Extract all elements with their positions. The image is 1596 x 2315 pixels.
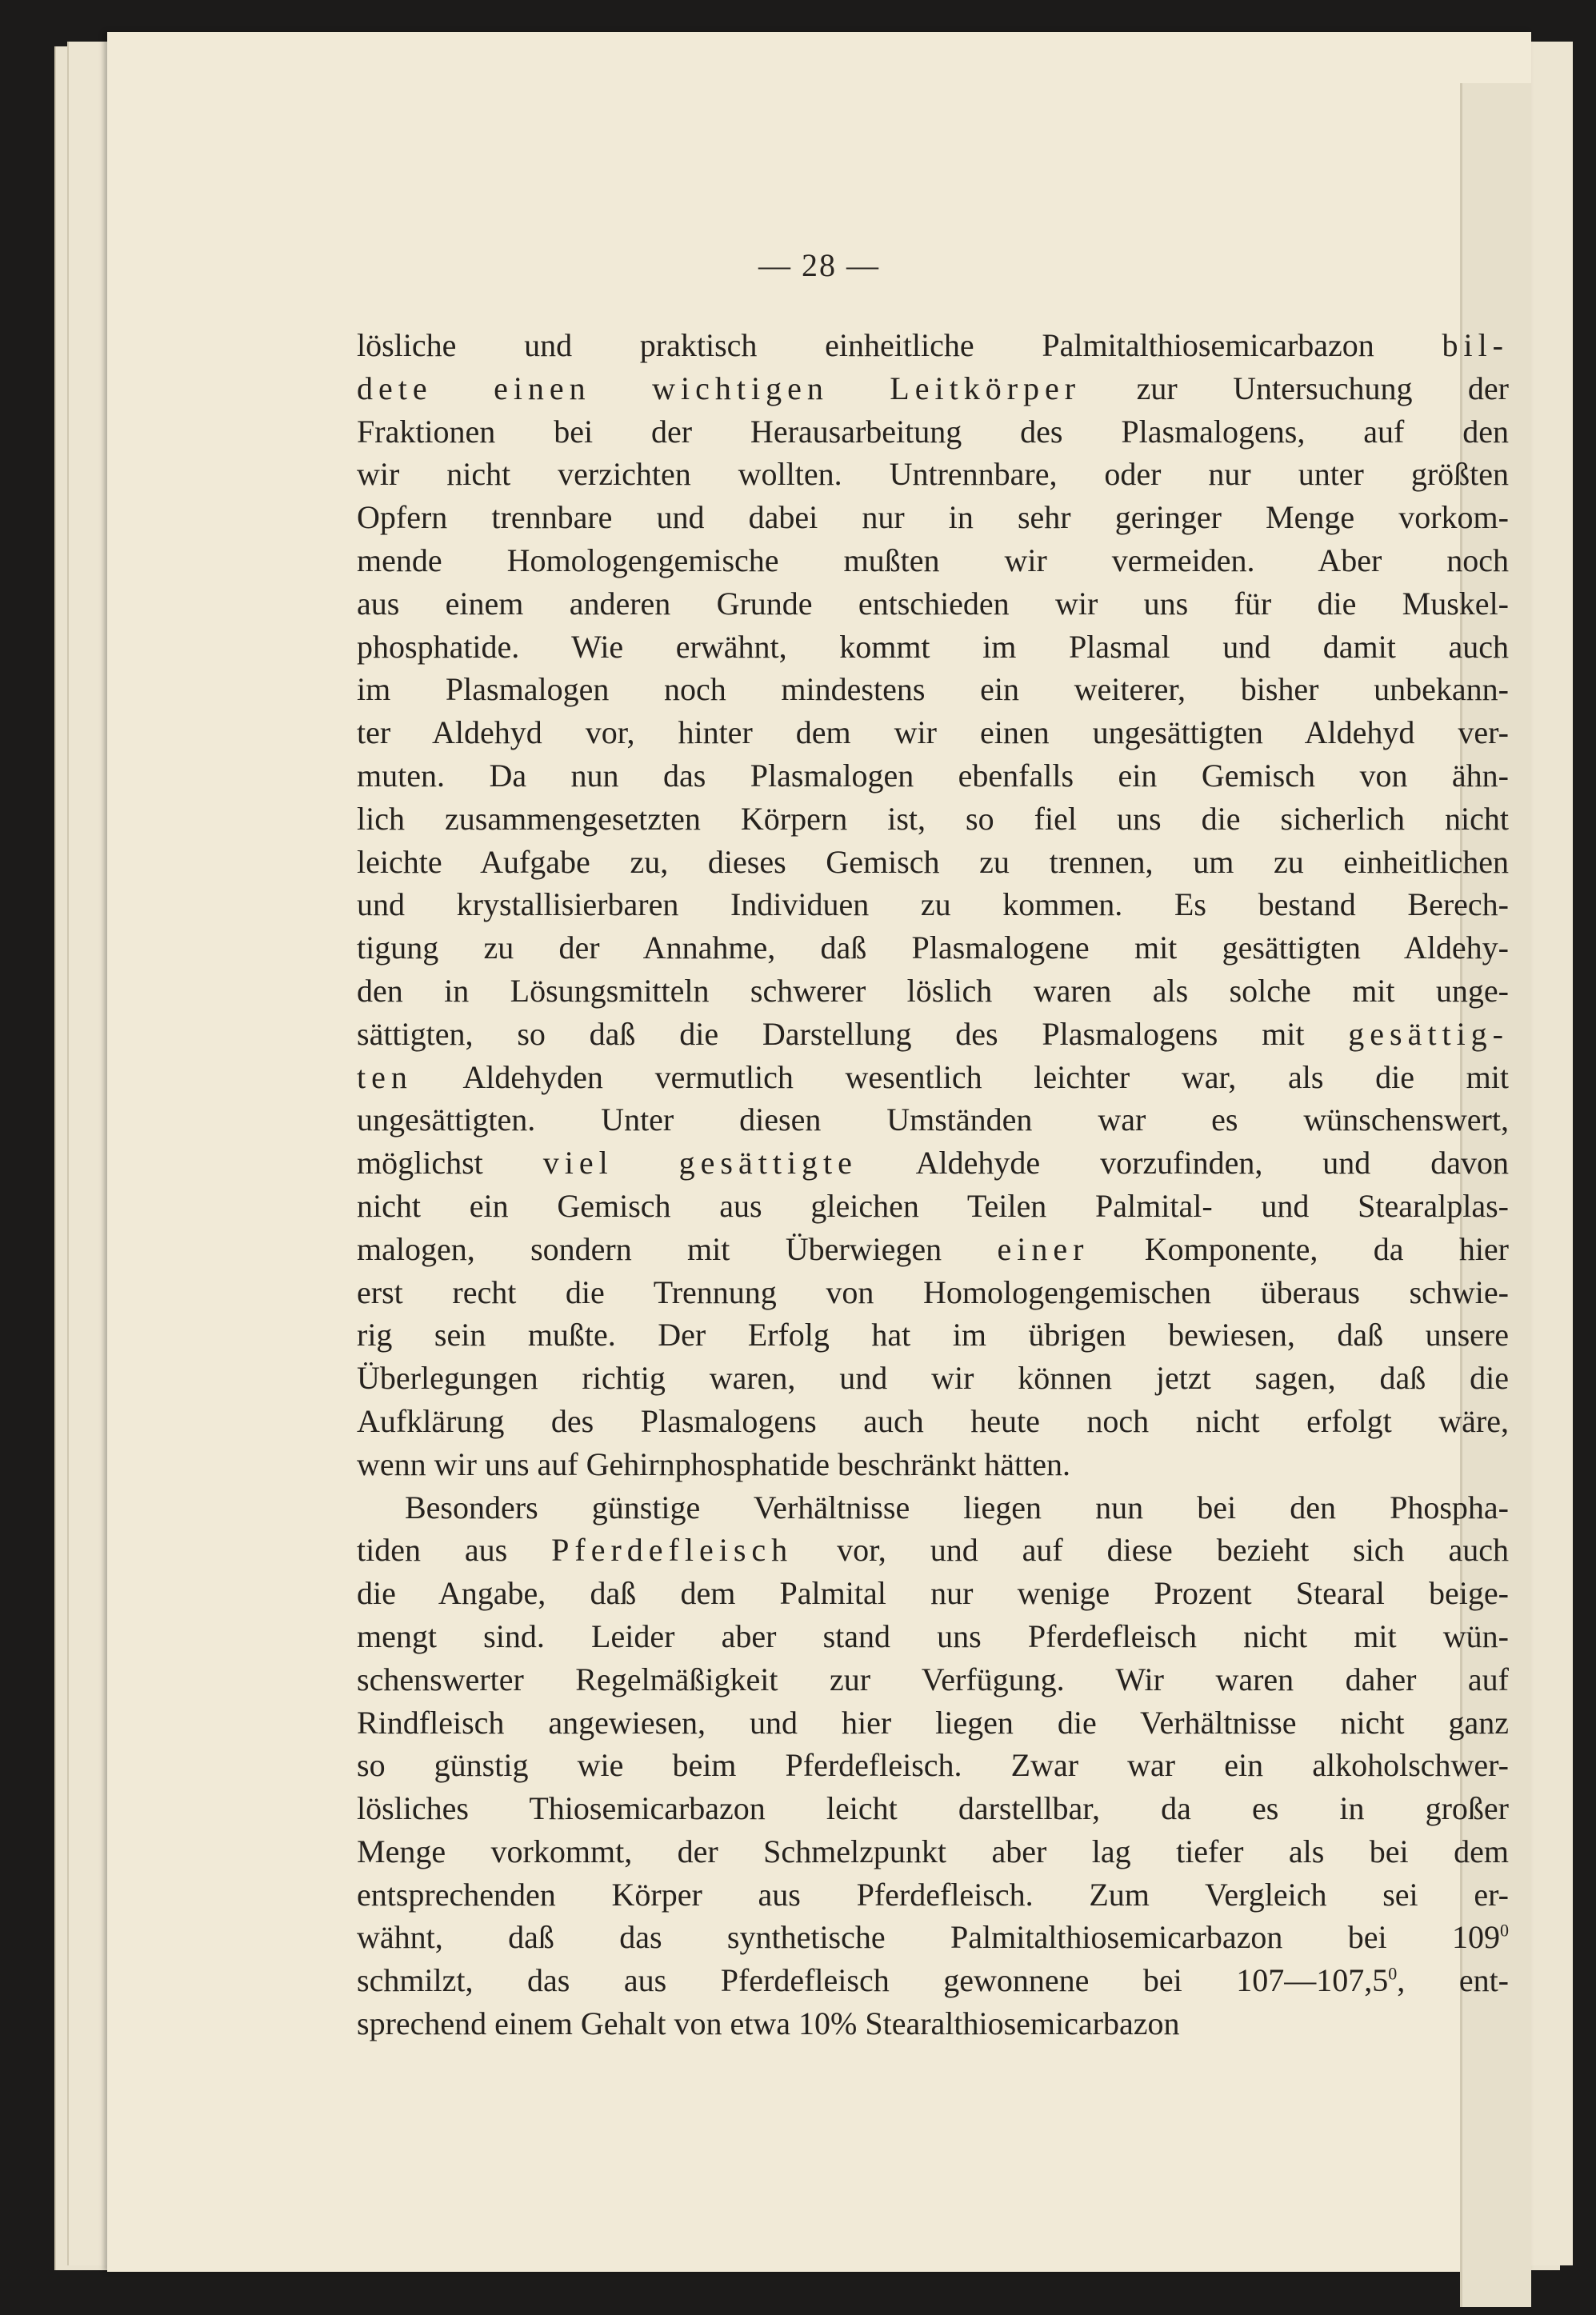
text-segment: leichte Aufgabe zu, dieses Gemisch zu trennen, um zu einheitlichen <box>357 843 1509 880</box>
text-segment: möglichst <box>357 1145 543 1181</box>
text-line <box>357 754 1509 798</box>
text-line <box>357 668 1509 711</box>
text-segment: wähnt, daß das synthetische Palmitalthiosemicarbazon bei 109 <box>357 1919 1500 1956</box>
text-segment: muten. Da nun das Plasmalogen ebenfalls ein Gemisch von ähn- <box>357 757 1509 794</box>
text-segment: wir nicht verzichten wollten. Untrennbare, oder nur unter größten <box>357 456 1509 493</box>
text-segment: den in Lösungsmitteln schwerer löslich waren als solche mit unge- <box>357 972 1509 1009</box>
text-line <box>357 926 1509 970</box>
text-segment: Aufklärung des Plasmalogens auch heute noch nicht erfolgt wäre, <box>357 1402 1509 1439</box>
text-segment: Besonders günstige Verhältnisse liegen nun bei den Phospha- <box>405 1489 1509 1525</box>
text-segment: ungesättigten. Unter diesen Umständen war es wünschenswert, <box>357 1102 1509 1138</box>
spaced-emphasis: Pferdefleisch <box>551 1532 794 1569</box>
text-segment: Opfern trennbare und dabei nur in sehr geringer Menge vorkom- <box>357 499 1509 536</box>
spaced-emphasis: viel gesättigte <box>542 1145 858 1181</box>
text-segment: sprechend einem Gehalt von etwa 10% Stearalthiosemicarbazon <box>357 2005 1180 2042</box>
text-segment: Komponente, da hier <box>1089 1230 1509 1267</box>
text-line <box>357 1357 1509 1400</box>
text-line <box>357 1658 1509 1701</box>
text-segment: sättigten, so daß die Darstellung des Plasmalogens mit <box>357 1015 1349 1052</box>
text-line <box>357 410 1509 454</box>
text-line <box>357 582 1509 626</box>
text-line <box>357 1486 1509 1529</box>
text-line <box>357 453 1509 496</box>
text-segment: entsprechenden Körper aus Pferdefleisch. Zum Vergleich sei er- <box>357 1876 1509 1913</box>
text-segment: tiden aus <box>357 1532 552 1569</box>
text-line <box>357 1142 1509 1185</box>
text-line <box>357 2002 1509 2045</box>
text-line <box>357 1615 1509 1658</box>
spaced-emphasis: bil- <box>1442 327 1509 363</box>
text-segment: schmilzt, das aus Pferdefleisch gewonnene bei 107—107,5 <box>357 1962 1389 1999</box>
text-line <box>357 1529 1509 1572</box>
text-line <box>357 1185 1509 1228</box>
text-segment: die Angabe, daß dem Palmital nur wenige Prozent Stearal beige- <box>357 1575 1509 1612</box>
text-segment: mengt sind. Leider aber stand uns Pferdefleisch nicht mit wün- <box>357 1617 1509 1654</box>
text-segment: so günstig wie beim Pferdefleisch. Zwar war ein alkoholschwer- <box>357 1747 1509 1784</box>
spaced-emphasis: dete einen wichtigen Leitkörper <box>357 370 1082 406</box>
text-segment: lösliches Thiosemicarbazon leicht darstellbar, da es in großer <box>357 1790 1509 1827</box>
text-line <box>357 496 1509 539</box>
text-line <box>357 1400 1509 1443</box>
spaced-emphasis: ten <box>357 1058 413 1095</box>
body-text <box>357 324 1509 2045</box>
text-segment: lich zusammengesetzten Körpern ist, so fiel uns die sicherlich nicht <box>357 800 1509 837</box>
text-line <box>357 1313 1509 1357</box>
text-segment: Überlegungen richtig waren, und wir können jetzt sagen, daß die <box>357 1360 1509 1397</box>
text-segment: ter Aldehyd vor, hinter dem wir einen ungesättigten Aldehyd ver- <box>357 714 1509 751</box>
text-line <box>357 1873 1509 1917</box>
text-line <box>357 1056 1509 1099</box>
text-line <box>357 841 1509 884</box>
text-segment: im Plasmalogen noch mindestens ein weiterer, bisher unbekann- <box>357 671 1509 708</box>
text-line <box>357 1744 1509 1787</box>
degree-superscript: 0 <box>1500 1921 1509 1941</box>
spaced-emphasis: einer <box>997 1230 1090 1267</box>
text-segment: und krystallisierbaren Individuen zu kommen. Es bestand Berech- <box>357 886 1509 923</box>
text-segment: lösliche und praktisch einheitliche Palmitalthiosemicarbazon <box>357 327 1442 363</box>
text-segment: aus einem anderen Grunde entschieden wir uns für die Muskel- <box>357 585 1509 622</box>
text-segment: zur Untersuchung der <box>1081 370 1509 406</box>
text-line <box>357 626 1509 669</box>
text-segment: malogen, sondern mit Überwiegen <box>357 1230 998 1267</box>
text-segment: phosphatide. Wie erwähnt, kommt im Plasmal und damit auch <box>357 628 1509 665</box>
text-segment: tigung zu der Annahme, daß Plasmalogene mit gesättigten Aldehy- <box>357 930 1509 966</box>
spaced-emphasis: gesättig- <box>1348 1015 1509 1052</box>
text-segment: vor, und auf diese bezieht sich auch <box>793 1532 1509 1569</box>
text-line <box>357 539 1509 582</box>
text-line <box>357 1271 1509 1314</box>
text-segment: mende Homologengemische mußten wir vermeiden. Aber noch <box>357 542 1509 578</box>
text-segment: , ent- <box>1397 1962 1509 1999</box>
book-page <box>107 32 1531 2272</box>
text-segment: wenn wir uns auf Gehirnphosphatide beschränkt hätten. <box>357 1445 1070 1482</box>
text-line <box>357 1787 1509 1830</box>
text-line <box>357 711 1509 754</box>
text-line <box>357 1572 1509 1615</box>
degree-superscript: 0 <box>1388 1963 1398 1984</box>
text-line <box>357 1959 1509 2002</box>
text-line <box>357 970 1509 1013</box>
text-line <box>357 1443 1509 1486</box>
text-line <box>357 1830 1509 1873</box>
text-line <box>357 883 1509 926</box>
text-line <box>357 1228 1509 1271</box>
text-line <box>357 1098 1509 1142</box>
text-line <box>357 367 1509 410</box>
page-number: — 28 — <box>758 247 880 283</box>
text-segment: erst recht die Trennung von Homologengemischen überaus schwie- <box>357 1273 1509 1310</box>
text-segment: schenswerter Regelmäßigkeit zur Verfügung. Wir waren daher auf <box>357 1661 1509 1697</box>
text-line <box>357 798 1509 841</box>
text-segment: Fraktionen bei der Herausarbeitung des Plasmalogens, auf den <box>357 413 1509 450</box>
text-line <box>357 1013 1509 1056</box>
text-segment: Rindfleisch angewiesen, und hier liegen die Verhältnisse nicht ganz <box>357 1704 1509 1741</box>
text-segment: Aldehyde vorzufinden, und davon <box>857 1145 1509 1181</box>
text-segment: nicht ein Gemisch aus gleichen Teilen Palmital- und Stearalplas- <box>357 1187 1509 1224</box>
text-line <box>357 324 1509 367</box>
text-segment: Aldehyden vermutlich wesentlich leichter war, als die mit <box>412 1058 1509 1095</box>
text-segment: rig sein mußte. Der Erfolg hat im übrigen bewiesen, daß unsere <box>357 1317 1509 1353</box>
text-line <box>357 1916 1509 1959</box>
text-line <box>357 1701 1509 1745</box>
text-segment: Menge vorkommt, der Schmelzpunkt aber lag tiefer als bei dem <box>357 1833 1509 1869</box>
